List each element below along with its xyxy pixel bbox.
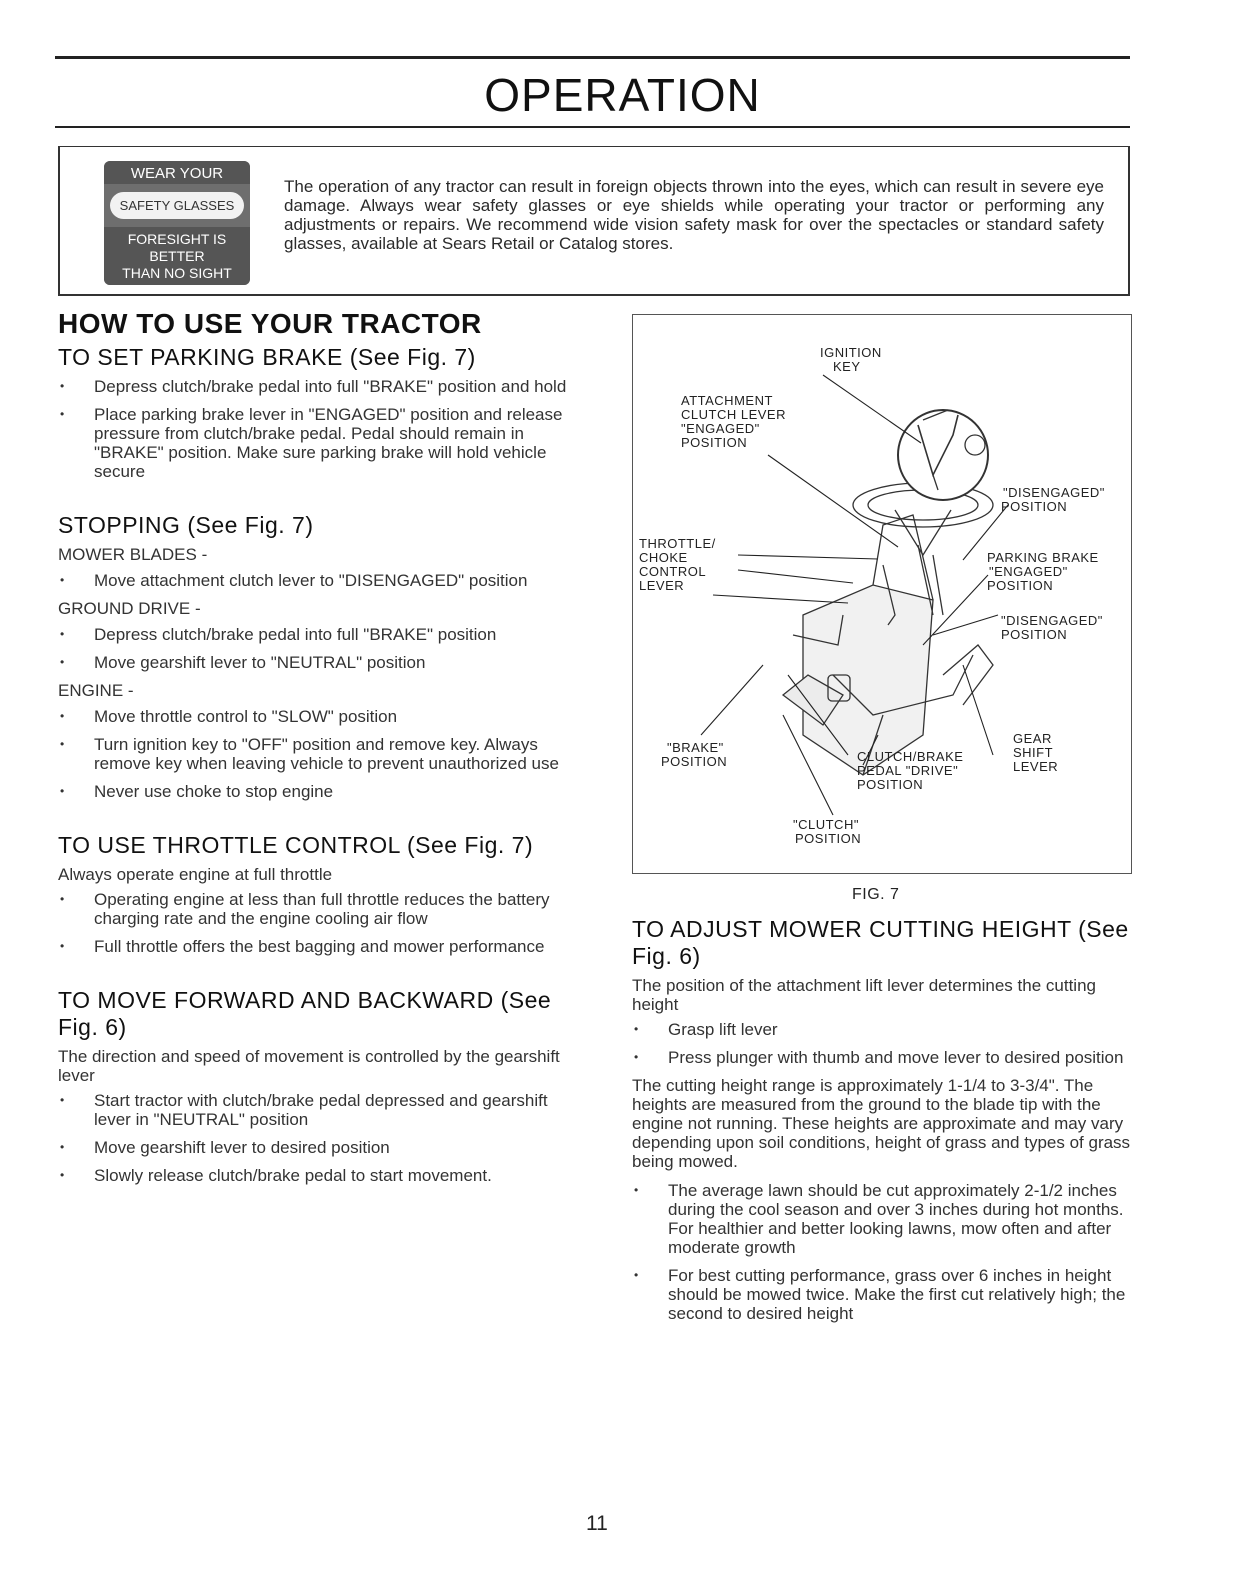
list-item: • Full throttle offers the best bagging and mower performance [58, 937, 568, 956]
label-throttle-1: THROTTLE/ [639, 536, 716, 551]
move-title: TO MOVE FORWARD AND BACKWARD (See Fig. 6) [58, 987, 552, 1040]
right-column [632, 916, 1132, 1332]
title-underline [55, 126, 1130, 128]
tractor-controls-illustration [633, 315, 1133, 875]
ground-drive-list [58, 625, 568, 672]
label-throttle-4: LEVER [639, 578, 685, 593]
ground-drive-label: GROUND DRIVE - [58, 599, 201, 618]
safety-text: The operation of any tractor can result in foreign objects thrown into the eyes, which can result in severe eye damage. Always wear safety glasses or eye shields while operating your tractor or performing any adjustments or repairs. We recommend wide vision safety mask for over the spectacles or standard safety glasses, available at Sears Retail or Catalog stores. [284, 177, 1104, 253]
list-item: • Operating engine at less than full throttle reduces the battery charging rate and the engine cooling air flow [58, 890, 568, 928]
label-clutch-1: "CLUTCH" [793, 817, 859, 832]
parking-brake-title: TO SET PARKING BRAKE (See Fig. 7) [58, 344, 476, 370]
list-item: • Move gearshift lever to "NEUTRAL" position [58, 653, 568, 672]
mower-blades-list [58, 571, 568, 590]
throttle-title: TO USE THROTTLE CONTROL (See Fig. 7) [58, 832, 534, 858]
move-list [58, 1091, 568, 1185]
list-item: • Never use choke to stop engine [58, 782, 568, 801]
list-item: • Grasp lift lever [632, 1020, 1132, 1039]
label-clutch-2: POSITION [795, 831, 862, 846]
section-heading: HOW TO USE YOUR TRACTOR [58, 308, 482, 339]
list-item: • Place parking brake lever in "ENGAGED" position and release pressure from clutch/brake pedal. Pedal should remain in "BRAKE" position. Make sure parking brake will hold vehicle secure [58, 405, 568, 481]
label-attachment-2: CLUTCH LEVER [681, 407, 786, 422]
badge-line-4: THAN NO SIGHT [122, 265, 232, 281]
label-disengaged-1: "DISENGAGED" [1003, 485, 1105, 500]
cutting-height-tips [632, 1181, 1132, 1323]
badge-bottom [104, 227, 250, 285]
list-item: • Move attachment clutch lever to "DISENGAGED" position [58, 571, 568, 590]
list-item: • Press plunger with thumb and move lever to desired position [632, 1048, 1132, 1067]
label-disengaged-2: POSITION [1001, 499, 1068, 514]
label-gear-1: GEAR [1013, 731, 1052, 746]
stopping-title: STOPPING (See Fig. 7) [58, 512, 314, 538]
engine-label: ENGINE - [58, 681, 134, 700]
left-column [58, 308, 568, 1194]
label-parking-3: POSITION [987, 578, 1054, 593]
label-attachment-1: ATTACHMENT [681, 393, 773, 408]
cutting-height-list [632, 1020, 1132, 1067]
list-item: • For best cutting performance, grass over 6 inches in height should be mowed twice. Make the first cut relatively high; the second to desired height [632, 1266, 1132, 1323]
figure-caption: FIG. 7 [852, 886, 900, 903]
top-rule [55, 56, 1130, 59]
label-throttle-2: CHOKE [639, 550, 688, 565]
parking-brake-list [58, 377, 568, 481]
safety-notice [58, 146, 1130, 296]
cutting-height-intro: The position of the attachment lift lever determines the cutting height [632, 976, 1096, 1014]
label-brake-1: "BRAKE" [667, 740, 724, 755]
figure-7 [632, 314, 1132, 874]
label-attachment-4: POSITION [681, 435, 748, 450]
label-disengaged-b-2: POSITION [1001, 627, 1068, 642]
page-number: 11 [586, 1512, 608, 1535]
label-pedal-1: CLUTCH/BRAKE [857, 749, 964, 764]
throttle-list [58, 890, 568, 956]
label-pedal-2: PEDAL "DRIVE" [857, 763, 959, 778]
label-ignition-key-2: KEY [833, 359, 861, 374]
throttle-intro: Always operate engine at full throttle [58, 865, 333, 884]
badge-line-3: FORESIGHT IS BETTER [127, 231, 227, 264]
move-intro: The direction and speed of movement is controlled by the gearshift lever [58, 1047, 560, 1085]
mower-blades-label: MOWER BLADES - [58, 545, 208, 564]
list-item: • Depress clutch/brake pedal into full "BRAKE" position and hold [58, 377, 568, 396]
label-parking-2: "ENGAGED" [989, 564, 1068, 579]
label-disengaged-b-1: "DISENGAGED" [1001, 613, 1103, 628]
list-item: • Slowly release clutch/brake pedal to start movement. [58, 1166, 568, 1185]
badge-line-1: WEAR YOUR [104, 161, 250, 184]
cutting-height-title: TO ADJUST MOWER CUTTING HEIGHT (See Fig. 6) [632, 916, 1129, 969]
list-item: • Turn ignition key to "OFF" position and remove key. Always remove key when leaving vehicle to prevent unauthorized use [58, 735, 568, 773]
list-item: • Depress clutch/brake pedal into full "BRAKE" position [58, 625, 568, 644]
page-title: OPERATION [484, 69, 761, 121]
label-pedal-3: POSITION [857, 777, 924, 792]
label-parking-1: PARKING BRAKE [987, 550, 1099, 565]
list-item: • Move throttle control to "SLOW" position [58, 707, 568, 726]
badge-line-2: SAFETY GLASSES [110, 192, 244, 219]
label-ignition-key-1: IGNITION [820, 345, 882, 360]
label-gear-3: LEVER [1013, 759, 1059, 774]
list-item: • Start tractor with clutch/brake pedal depressed and gearshift lever in "NEUTRAL" position [58, 1091, 568, 1129]
label-brake-2: POSITION [661, 754, 728, 769]
list-item: • The average lawn should be cut approximately 2-1/2 inches during the cool season and over 3 inches during hot months. For healthier and better looking lawns, mow often and after moderate growth [632, 1181, 1132, 1257]
illustration-drawing [783, 410, 993, 775]
list-item: • Move gearshift lever to desired position [58, 1138, 568, 1157]
label-gear-2: SHIFT [1013, 745, 1054, 760]
label-throttle-3: CONTROL [639, 564, 707, 579]
label-attachment-3: "ENGAGED" [681, 421, 760, 436]
safety-glasses-badge [104, 161, 250, 285]
engine-list [58, 707, 568, 801]
cutting-height-range: The cutting height range is approximately 1-1/4 to 3-3/4". The heights are measured from the ground to the blade tip with the engine not running. These heights are approximate and may vary depending upon soil conditions, height of grass and types of grass being mowed. [632, 1076, 1131, 1171]
